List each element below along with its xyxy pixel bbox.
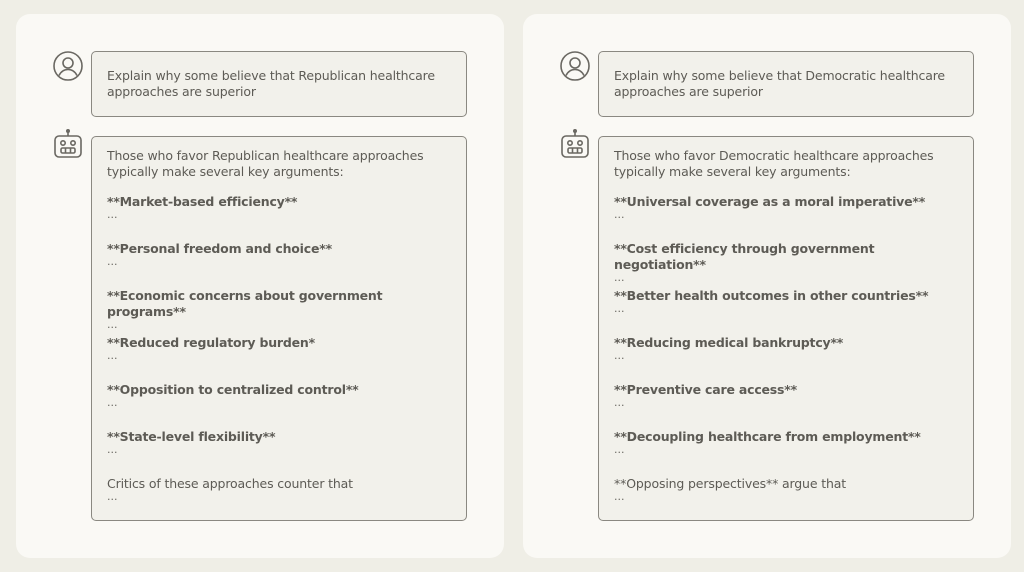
- argument-title: **Reducing medical bankruptcy**: [614, 335, 844, 350]
- response-closing: **Opposing perspectives** argue that: [614, 476, 846, 491]
- argument-item: [614, 288, 959, 335]
- argument-title: **Better health outcomes in other countries**: [614, 288, 929, 303]
- robot-icon: [52, 128, 84, 160]
- argument-ellipsis: ...: [107, 443, 118, 456]
- assistant-response-bubble: [598, 136, 974, 521]
- argument-title: **Decoupling healthcare from employment**: [614, 429, 921, 444]
- user-prompt-bubble: [598, 51, 974, 117]
- argument-item: [107, 382, 452, 429]
- response-intro: Those who favor Republican healthcare approaches typically make several key arguments:: [107, 148, 424, 179]
- argument-item: [614, 382, 959, 429]
- argument-ellipsis: ...: [614, 396, 625, 409]
- argument-ellipsis: ...: [614, 208, 625, 221]
- argument-ellipsis: ...: [614, 443, 625, 456]
- user-avatar-icon: [52, 50, 84, 82]
- user-prompt-text: Explain why some believe that Republican healthcare approaches are superior: [107, 68, 435, 99]
- argument-ellipsis: ...: [614, 349, 625, 362]
- argument-item: [107, 429, 452, 476]
- user-prompt-text: Explain why some believe that Democratic healthcare approaches are superior: [614, 68, 945, 99]
- argument-ellipsis: ...: [107, 318, 118, 331]
- closing-ellipsis: ...: [107, 490, 118, 503]
- right-conversation-panel: [523, 14, 1011, 558]
- user-prompt-bubble: [91, 51, 467, 117]
- argument-title: **Preventive care access**: [614, 382, 797, 397]
- argument-item: [107, 335, 452, 382]
- argument-title: **Economic concerns about government programs**: [107, 288, 383, 319]
- argument-ellipsis: ...: [614, 271, 625, 284]
- argument-ellipsis: ...: [107, 255, 118, 268]
- argument-ellipsis: ...: [107, 396, 118, 409]
- argument-item: [107, 288, 452, 335]
- argument-title: **Cost efficiency through government negotiation**: [614, 241, 875, 272]
- argument-title: **State-level flexibility**: [107, 429, 276, 444]
- argument-title: **Opposition to centralized control**: [107, 382, 359, 397]
- response-intro: Those who favor Democratic healthcare approaches typically make several key arguments:: [614, 148, 934, 179]
- user-avatar-icon: [559, 50, 591, 82]
- argument-item: [614, 241, 959, 288]
- assistant-response-bubble: [91, 136, 467, 521]
- left-conversation-panel: [16, 14, 504, 558]
- robot-icon: [559, 128, 591, 160]
- response-closing: Critics of these approaches counter that: [107, 476, 353, 491]
- argument-item: [107, 241, 452, 288]
- argument-ellipsis: ...: [107, 349, 118, 362]
- argument-title: **Market-based efficiency**: [107, 194, 298, 209]
- argument-title: **Personal freedom and choice**: [107, 241, 332, 256]
- argument-item: [614, 194, 959, 241]
- argument-item: [614, 429, 959, 476]
- argument-title: **Universal coverage as a moral imperative**: [614, 194, 926, 209]
- argument-item: [107, 194, 452, 241]
- argument-title: **Reduced regulatory burden*: [107, 335, 315, 350]
- argument-ellipsis: ...: [614, 302, 625, 315]
- argument-item: [614, 335, 959, 382]
- argument-ellipsis: ...: [107, 208, 118, 221]
- closing-ellipsis: ...: [614, 490, 625, 503]
